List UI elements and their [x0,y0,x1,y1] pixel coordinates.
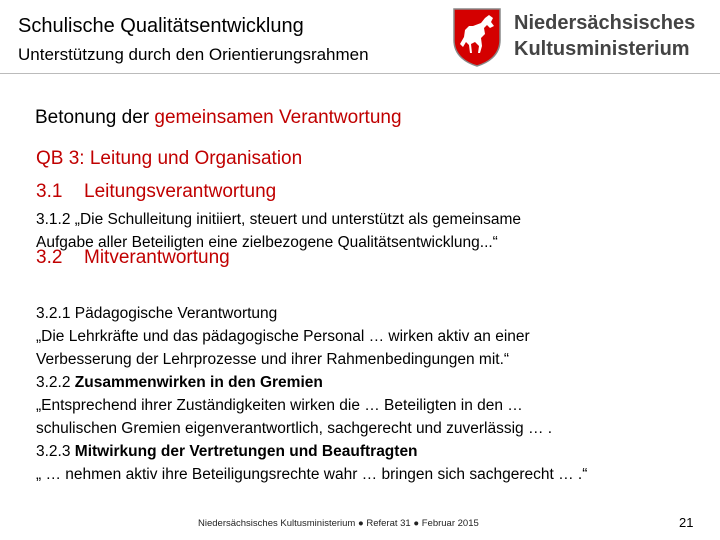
item-3-2-3-heading [36,440,706,463]
quote-line: Verbesserung der Lehrprozesse und ihrer Rahmenbedingungen mit.“ [36,351,510,368]
header-divider [0,73,720,74]
item-number: 3.2.1 [36,305,75,322]
item-number: 3.2.3 [36,443,75,460]
item-number: 3.2.2 [36,374,75,391]
item-title: Zusammenwirken in den Gremien [74,374,323,391]
heading-accent: gemeinsamen Verantwortung [154,107,402,128]
subsection-3-2 [36,246,230,270]
paragraph-line: 3.1.2 „Die Schulleitung initiiert, steuert und unterstützt als gemeinsame [36,211,522,228]
quote-line: „Entsprechend ihrer Zuständigkeiten wirken die … Beteiligten in den … [36,397,523,414]
item-title: Pädagogische Verantwortung [74,305,278,322]
ministry-line1: Niedersächsisches [514,12,696,34]
footer-text: Niedersächsisches Kultusministerium ● Referat 31 ● Februar 2015 [198,518,479,529]
item-3-2-1-heading [36,302,706,325]
ministry-logo-text [514,10,695,62]
paragraph-line: Aufgabe aller Beteiligten eine zielbezogene Qualitätsentwicklung...“ [36,234,498,251]
subsection-number: 3.2 [36,247,63,268]
item-title: Mitwirkung der Vertretungen und Beauftragten [74,443,418,460]
subsection-3-1 [36,180,276,204]
qb-title: QB 3: Leitung und Organisation [36,148,303,169]
ministry-line2: Kultusministerium [514,38,690,60]
page-number: 21 [679,515,694,530]
quote-line: „Die Lehrkräfte und das pädagogische Personal … wirken aktiv an einer [36,328,530,345]
subsection-number: 3.1 [36,181,63,202]
niedersachsen-horse-shield-icon [451,6,503,68]
subsection-title: Leitungsverantwortung [84,181,277,202]
footer [0,516,720,540]
header-subtitle: Unterstützung durch den Orientierungsrahmen [18,45,369,64]
quote-line: „ … nehmen aktiv ihre Beteiligungsrechte wahr … bringen sich sachgerecht … .“ [36,466,588,483]
subsection-title: Mitverantwortung [84,247,230,268]
header-title: Schulische Qualitätsentwicklung [18,15,304,37]
mitverantwortung-list [36,302,706,486]
heading-prefix: Betonung der [35,107,155,128]
item-3-2-2-heading [36,371,706,394]
slide-heading [35,106,402,130]
quote-line: schulischen Gremien eigenverantwortlich, sachgerecht und zuverlässig … . [36,420,553,437]
